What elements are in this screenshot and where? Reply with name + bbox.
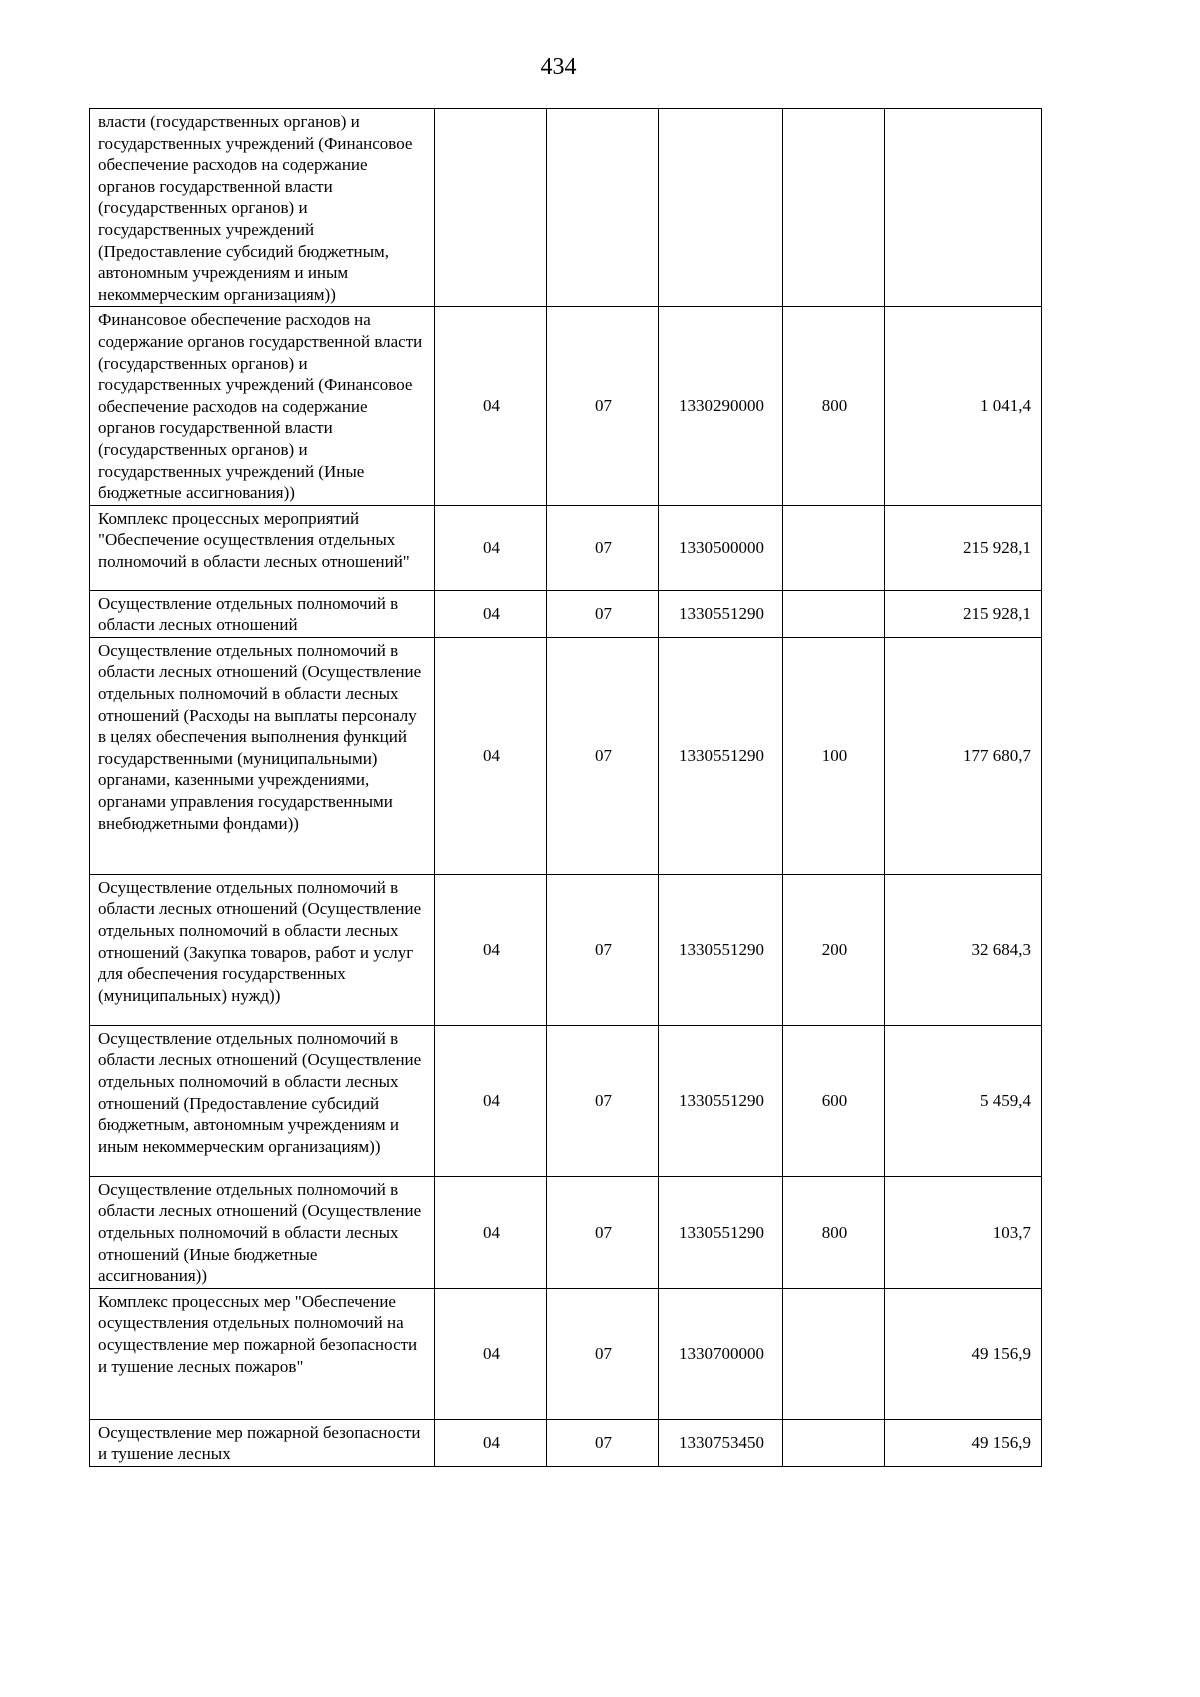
amount-cell xyxy=(885,109,1042,307)
row-name-cell: Осуществление отдельных полномочий в области лесных отношений xyxy=(90,590,435,637)
subsection-code-cell: 07 xyxy=(547,1419,659,1466)
target-article-cell: 1330753450 xyxy=(659,1419,783,1466)
table-row xyxy=(90,637,1042,874)
budget-table xyxy=(89,108,1042,1467)
amount-cell: 103,7 xyxy=(885,1176,1042,1288)
target-article-cell: 1330551290 xyxy=(659,590,783,637)
target-article-cell: 1330551290 xyxy=(659,637,783,874)
expense-type-cell xyxy=(783,109,885,307)
page-number: 434 xyxy=(540,54,577,80)
expense-type-cell xyxy=(783,1419,885,1466)
target-article-cell: 1330290000 xyxy=(659,307,783,505)
amount-cell: 177 680,7 xyxy=(885,637,1042,874)
amount-cell: 215 928,1 xyxy=(885,505,1042,590)
subsection-code-cell: 07 xyxy=(547,505,659,590)
target-article-cell: 1330551290 xyxy=(659,874,783,1025)
section-code-cell: 04 xyxy=(435,1419,547,1466)
target-article-cell: 1330551290 xyxy=(659,1025,783,1176)
target-article-cell: 1330551290 xyxy=(659,1176,783,1288)
section-code-cell: 04 xyxy=(435,307,547,505)
amount-cell: 215 928,1 xyxy=(885,590,1042,637)
table-row xyxy=(90,307,1042,505)
section-code-cell: 04 xyxy=(435,874,547,1025)
subsection-code-cell xyxy=(547,109,659,307)
subsection-code-cell: 07 xyxy=(547,874,659,1025)
section-code-cell: 04 xyxy=(435,1176,547,1288)
table-row xyxy=(90,505,1042,590)
subsection-code-cell: 07 xyxy=(547,1025,659,1176)
section-code-cell: 04 xyxy=(435,590,547,637)
subsection-code-cell: 07 xyxy=(547,590,659,637)
subsection-code-cell: 07 xyxy=(547,637,659,874)
row-name-cell: Осуществление отдельных полномочий в области лесных отношений (Осуществление отдельных полномочий в области лесных отношений (Расходы на выплаты персоналу в целях обеспечения выполнения функций государственными (муниципальными) органами, казенными учреждениями, органами управления государственными внебюджетными фондами)) xyxy=(90,637,435,874)
amount-cell: 32 684,3 xyxy=(885,874,1042,1025)
row-name-cell: Комплекс процессных мероприятий "Обеспечение осуществления отдельных полномочий в области лесных отношений" xyxy=(90,505,435,590)
amount-cell: 49 156,9 xyxy=(885,1419,1042,1466)
row-name-cell: Комплекс процессных мер "Обеспечение осуществления отдельных полномочий на осуществление мер пожарной безопасности и тушение лесных пожаров" xyxy=(90,1288,435,1419)
amount-cell: 1 041,4 xyxy=(885,307,1042,505)
target-article-cell: 1330700000 xyxy=(659,1288,783,1419)
subsection-code-cell: 07 xyxy=(547,1288,659,1419)
row-name-cell: Финансовое обеспечение расходов на содержание органов государственной власти (государственных органов) и государственных учреждений (Финансовое обеспечение расходов на содержание органов государственной власти (государственных органов) и государственных учреждений (Иные бюджетные ассигнования)) xyxy=(90,307,435,505)
row-name-cell: Осуществление мер пожарной безопасности и тушение лесных xyxy=(90,1419,435,1466)
expense-type-cell: 800 xyxy=(783,1176,885,1288)
table-row xyxy=(90,1419,1042,1466)
expense-type-cell: 800 xyxy=(783,307,885,505)
amount-cell: 49 156,9 xyxy=(885,1288,1042,1419)
expense-type-cell xyxy=(783,590,885,637)
row-name-cell: Осуществление отдельных полномочий в области лесных отношений (Осуществление отдельных полномочий в области лесных отношений (Предоставление субсидий бюджетным, автономным учреждениям и иным некоммерческим организациям)) xyxy=(90,1025,435,1176)
row-name-cell: власти (государственных органов) и государственных учреждений (Финансовое обеспечение расходов на содержание органов государственной власти (государственных органов) и государственных учреждений (Предоставление субсидий бюджетным, автономным учреждениям и иным некоммерческим организациям)) xyxy=(90,109,435,307)
table-row xyxy=(90,874,1042,1025)
expense-type-cell xyxy=(783,1288,885,1419)
table-row xyxy=(90,1176,1042,1288)
row-name-cell: Осуществление отдельных полномочий в области лесных отношений (Осуществление отдельных полномочий в области лесных отношений (Закупка товаров, работ и услуг для обеспечения государственных (муниципальных) нужд)) xyxy=(90,874,435,1025)
expense-type-cell xyxy=(783,505,885,590)
section-code-cell: 04 xyxy=(435,1288,547,1419)
table-row xyxy=(90,590,1042,637)
table-row xyxy=(90,1288,1042,1419)
subsection-code-cell: 07 xyxy=(547,307,659,505)
section-code-cell: 04 xyxy=(435,637,547,874)
expense-type-cell: 200 xyxy=(783,874,885,1025)
expense-type-cell: 600 xyxy=(783,1025,885,1176)
table-row xyxy=(90,109,1042,307)
table-row xyxy=(90,1025,1042,1176)
subsection-code-cell: 07 xyxy=(547,1176,659,1288)
section-code-cell: 04 xyxy=(435,505,547,590)
target-article-cell xyxy=(659,109,783,307)
target-article-cell: 1330500000 xyxy=(659,505,783,590)
amount-cell: 5 459,4 xyxy=(885,1025,1042,1176)
expense-type-cell: 100 xyxy=(783,637,885,874)
section-code-cell: 04 xyxy=(435,1025,547,1176)
section-code-cell xyxy=(435,109,547,307)
row-name-cell: Осуществление отдельных полномочий в области лесных отношений (Осуществление отдельных полномочий в области лесных отношений (Иные бюджетные ассигнования)) xyxy=(90,1176,435,1288)
